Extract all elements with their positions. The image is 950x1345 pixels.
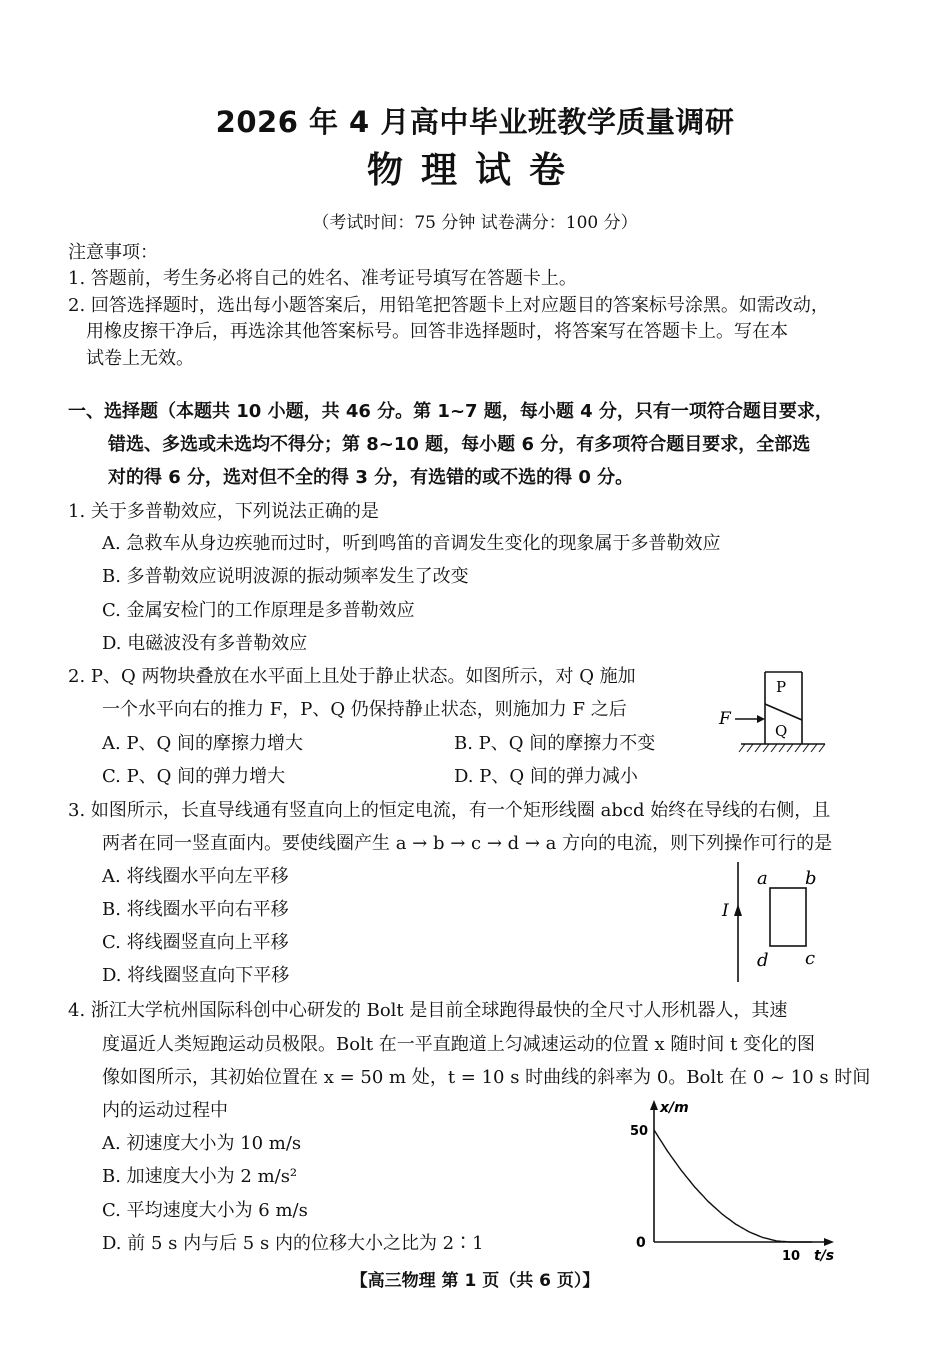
exam-info: （考试时间：75 分钟 试卷满分：100 分） <box>312 213 638 233</box>
current-direction-arrow <box>734 904 742 916</box>
section-1-line-3: 对的得 6 分，选对但不全的得 3 分，有选错的或不选的得 0 分。 <box>108 467 634 488</box>
notice-item-1: 1. 答题前，考生务必将自己的姓名、准考证号填写在答题卡上。 <box>68 268 577 289</box>
notice-heading: 注意事项： <box>68 242 158 263</box>
q2-option-a: A. P、Q 间的摩擦力增大 <box>102 733 304 754</box>
q4-stem-line-1: 4. 浙江大学杭州国际科创中心研发的 Bolt 是目前全球跑得最快的全尺寸人形机器人，其速 <box>68 1000 788 1021</box>
label-a: a <box>757 868 768 889</box>
label-d: d <box>757 950 769 971</box>
x-axis-label: t/s <box>814 1248 835 1264</box>
y-tick-label-50: 50 <box>630 1124 649 1139</box>
label-i: I <box>722 901 729 921</box>
q1-option-d: D. 电磁波没有多普勒效应 <box>102 633 308 654</box>
section-1-line-1: 一、选择题（本题共 10 小题，共 46 分。第 1~7 题，每小题 4 分，只有一项符合题目要求， <box>68 401 833 422</box>
q3-stem-line-2: 两者在同一竖直面内。要使线圈产生 a → b → c → d → a 方向的电流，则下列操作可行的是 <box>102 833 833 854</box>
q1-option-a: A. 急救车从身边疾驰而过时，听到鸣笛的音调发生变化的现象属于多普勒效应 <box>102 533 721 554</box>
notice-item-2-line-3: 试卷上无效。 <box>86 348 194 369</box>
notice-item-2-line-2: 用橡皮擦干净后，再选涂其他答案标号。回答非选择题时，将答案写在答题卡上。写在本 <box>86 321 788 342</box>
label-q: Q <box>775 722 788 740</box>
ground-hatching <box>739 744 825 752</box>
x-tick-label-10: 10 <box>782 1249 801 1264</box>
q2-stem-line-1: 2. P、Q 两物块叠放在水平面上且处于静止状态。如图所示，对 Q 施加 <box>68 666 636 687</box>
label-c: c <box>805 948 816 969</box>
q3-stem-line-1: 3. 如图所示，长直导线通有竖直向上的恒定电流，有一个矩形线圈 abcd 始终在导线的右侧，且 <box>68 800 831 821</box>
position-curve <box>654 1130 812 1242</box>
q1-stem: 1. 关于多普勒效应，下列说法正确的是 <box>68 501 379 522</box>
q4-option-c: C. 平均速度大小为 6 m/s <box>102 1200 308 1221</box>
x-axis-arrow <box>650 1100 658 1110</box>
q3-option-a: A. 将线圈水平向左平移 <box>102 866 289 887</box>
origin-label: 0 <box>636 1235 646 1251</box>
force-arrow-head <box>757 715 765 723</box>
t-axis-arrow <box>824 1238 834 1246</box>
q4-option-a: A. 初速度大小为 10 m/s <box>102 1133 302 1154</box>
q4-position-time-chart <box>620 1092 845 1267</box>
q3-option-b: B. 将线圈水平向右平移 <box>102 899 289 920</box>
page-footer: 【高三物理 第 1 页（共 6 页）】 <box>350 1271 600 1291</box>
q2-stem-line-2: 一个水平向右的推力 F，P、Q 仍保持静止状态，则施加力 F 之后 <box>102 699 627 720</box>
q1-option-b: B. 多普勒效应说明波源的振动频率发生了改变 <box>102 566 469 587</box>
q4-stem-line-2: 度逼近人类短跑运动员极限。Bolt 在一平直跑道上匀减速运动的位置 x 随时间 t 变化的图 <box>102 1034 816 1055</box>
rectangular-coil <box>770 888 806 946</box>
q2-blocks-figure <box>705 662 830 762</box>
q3-wire-coil-figure <box>710 858 835 988</box>
blocks-incline-interface <box>765 704 802 720</box>
q2-option-b: B. P、Q 间的摩擦力不变 <box>454 733 656 754</box>
label-b: b <box>805 868 817 889</box>
q4-stem-line-3: 像如图所示，其初始位置在 x = 50 m 处，t = 10 s 时曲线的斜率为 0。Bolt 在 0 ~ 10 s 时间 <box>102 1067 871 1088</box>
q4-stem-line-4: 内的运动过程中 <box>102 1100 228 1121</box>
q4-option-d: D. 前 5 s 内与后 5 s 内的位移大小之比为 2∶1 <box>102 1233 484 1254</box>
y-axis-label: x/m <box>660 1100 689 1116</box>
q3-option-d: D. 将线圈竖直向下平移 <box>102 965 290 986</box>
q2-option-d: D. P、Q 间的弹力减小 <box>454 766 638 787</box>
q3-option-c: C. 将线圈竖直向上平移 <box>102 932 289 953</box>
exam-title: 2026 年 4 月高中毕业班教学质量调研 <box>215 105 735 139</box>
notice-item-2-line-1: 2. 回答选择题时，选出每小题答案后，用铅笔把答题卡上对应题目的答案标号涂黑。如需改动， <box>68 295 829 316</box>
label-f: F <box>719 709 731 729</box>
q2-option-c: C. P、Q 间的弹力增大 <box>102 766 286 787</box>
section-1-line-2: 错选、多选或未选均不得分；第 8~10 题，每小题 6 分，有多项符合题目要求，全部选 <box>108 434 811 455</box>
q1-option-c: C. 金属安检门的工作原理是多普勒效应 <box>102 600 415 621</box>
exam-subject-title: 物理试卷 <box>366 150 583 191</box>
label-p: P <box>776 678 787 696</box>
q4-option-b: B. 加速度大小为 2 m/s² <box>102 1166 298 1187</box>
